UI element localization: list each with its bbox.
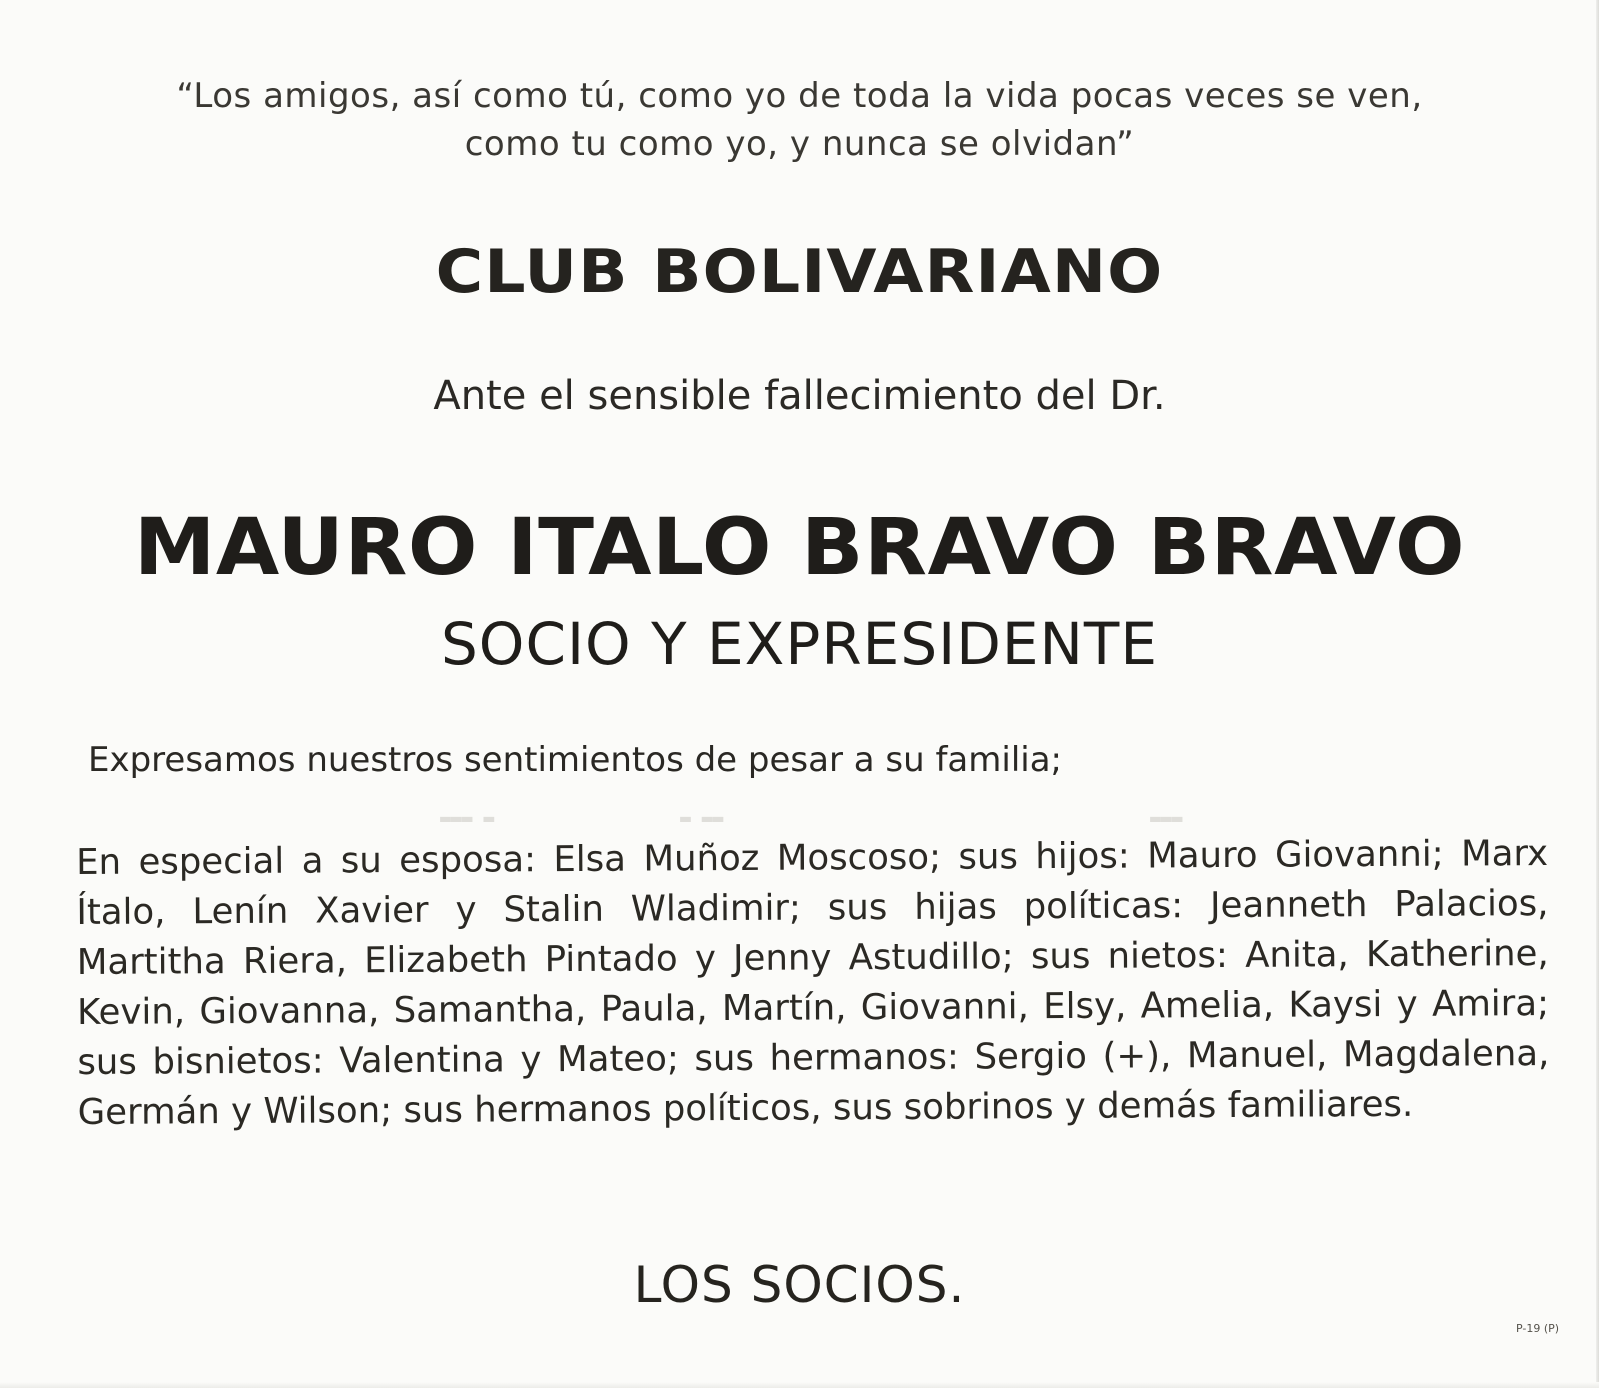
intro-text: Ante el sensible fallecimiento del Dr. <box>433 373 1166 419</box>
show-through-smudge: ▬ ▬▬▬ <box>440 808 495 829</box>
deceased-role: SOCIO Y EXPRESIDENTE <box>440 610 1159 678</box>
show-through-smudge: ▬▬ ▬ <box>680 808 724 829</box>
organization-title: CLUB BOLIVARIANO <box>435 237 1164 307</box>
condolence-text: Expresamos nuestros sentimientos de pesar a su familia; <box>88 740 1062 780</box>
opening-quote <box>0 72 1599 168</box>
page-bottom-edge <box>0 1382 1599 1388</box>
signature: LOS SOCIOS. <box>633 1256 966 1314</box>
quote-line-2: como tu como yo, y nunca se olvidan” <box>464 124 1135 164</box>
deceased-name: MAURO ITALO BRAVO BRAVO <box>133 503 1466 593</box>
quote-line-1: “Los amigos, así como tú, como yo de toda la vida pocas veces se ven, <box>176 76 1423 116</box>
family-list-paragraph: En especial a su esposa: Elsa Muñoz Moscoso; sus hijos: Mauro Giovanni; Marx Ítalo, Lenín Xavier y Stalin Wladimir; sus hijas políticas: Jeanneth Palacios, Martitha Riera, Elizabeth Pintado y Jenny Astudillo; sus nietos: Anita, Katherine, Kevin, Giovanna, Samantha, Paula, Martín, Giovanni, Elsy, Amelia, Kaysi y Amira; sus bisnietos: Valentina y Mateo; sus hermanos: Sergio (+), Manuel, Magdalena, Germán y Wilson; sus hermanos políticos, sus sobrinos y demás familiares. <box>76 833 1550 1133</box>
show-through-smudge: ▬▬▬ <box>1150 808 1183 829</box>
reference-code: P-19 (P) <box>1516 1322 1560 1335</box>
